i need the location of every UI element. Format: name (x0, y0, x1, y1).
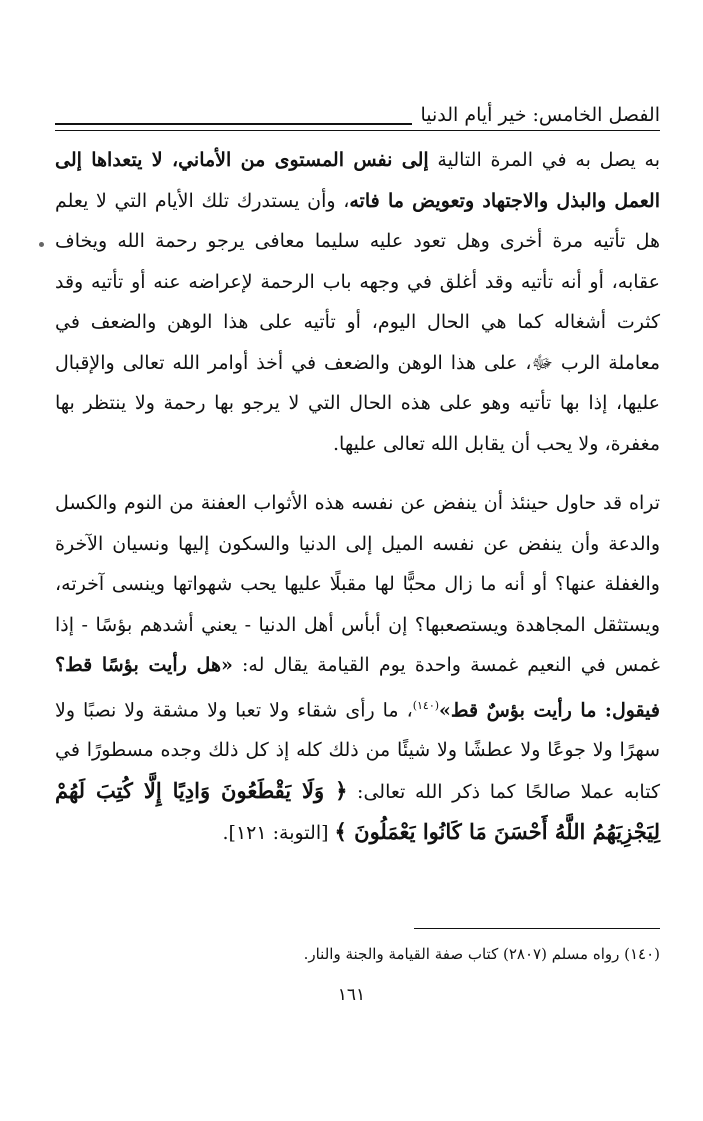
header-rule (55, 123, 412, 125)
quran-verse: ﴿ وَلَا يَقْطَعُونَ وَادِيًا إِلَّا كُتِبَ لَهُمْ لِيَجْزِيَهُمُ اللَّهُ أَحْسَنَ مَا كَانُوا يَعْمَلُونَ ﴾ (55, 777, 660, 845)
running-header (55, 98, 660, 128)
main-text (55, 140, 660, 854)
paragraph-2 (55, 483, 660, 854)
header-divider (55, 130, 660, 131)
footnote-divider (414, 928, 660, 929)
footnote-ref[interactable]: (١٤٠) (412, 698, 440, 712)
p1-bold-phrase: إلى نفس المستوى من الأماني، لا يتعداها إلى العمل والبذل والاجتهاد وتعويض ما فاته (55, 149, 660, 212)
margin-dot (39, 242, 44, 247)
verse-reference: [التوبة: ١٢١]. (222, 822, 335, 845)
p2-text-2: ، ما رأى شقاء ولا تعبا ولا مشقة ولا نصبًا ولا سهرًا ولا جوعًا ولا عطشًا ولا شيئًا من ذلك كله إذ كل ذلك وجده مسطورًا في كتابه عملا صالحًا كما ذكر الله تعالى: (55, 698, 660, 803)
paragraph-1 (55, 140, 660, 464)
p1-text-2: ، وأن يستدرك تلك الأيام التي لا يعلم هل تأتيه مرة أخرى وهل تعود عليه سليما معافى يرجو رحمة الله ويخاف عقابه، أو أنه تأتيه وقد أغلق في وجهه باب الرحمة لإعراضه عنه أو تأتيه وقد كثرت أشغاله كما هي الحال اليوم، أو تأتيه على هذا الوهن والضعف في معاملة الرب ﷻ، على هذا الوهن والضعف في أخذ أوامر الله تعالى والإقبال عليها، إذا بها تأتيه وهو على هذه الحال التي لا يرجو بها رحمة ولا ينتظر بها مغفرة، ولا يحب أن يقابل الله تعالى عليها. (55, 189, 660, 455)
hadith-quote: «هل رأيت بؤسًا قط؟ فيقول: ما رأيت بؤسٌ قط» (55, 654, 660, 721)
chapter-title: الفصل الخامس: خير أيام الدنيا (420, 104, 660, 126)
p1-text-1: به يصل به في المرة التالية (428, 149, 660, 171)
footnote: (١٤٠) رواه مسلم (٢٨٠٧) كتاب صفة القيامة والجنة والنار. (303, 945, 660, 963)
page-number: ١٦١ (337, 985, 366, 1005)
p2-text-1: تراه قد حاول حينئذ أن ينفض عن نفسه هذه الأثواب العفنة من النوم والكسل والدعة وأن ينفض عن نفسه الميل إلى الدنيا والسكون إليها ونسيان الآخرة والغفلة عنها؟ أو أنه ما زال محبًّا لها مقبلًا عليها يحب شهواتها وينسى آخرته، ويستثقل المجاهدة ويستصعبها؟ إن أبأس أهل الدنيا - يعني أشدهم بؤسًا - إذا غمس في النعيم غمسة واحدة يوم القيامة يقال له: (55, 492, 660, 676)
